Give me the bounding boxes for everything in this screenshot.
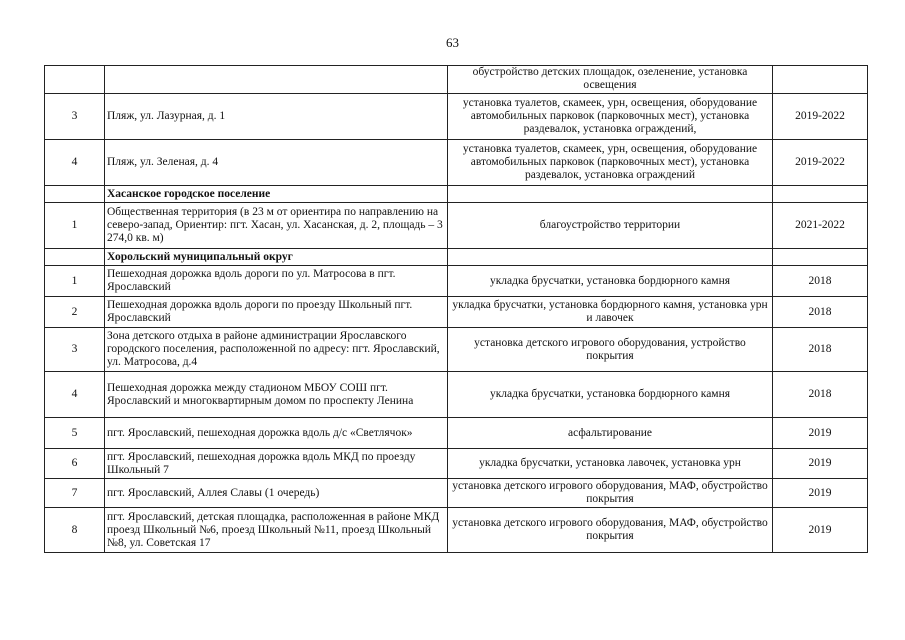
row-address	[105, 66, 448, 94]
row-address: пгт. Ярославский, пешеходная дорожка вдоль МКД по проезду Школьный 7	[105, 449, 448, 479]
row-address: Зона детского отдыха в районе администрации Ярославского городского поселения, расположенной по адресу: пгт. Ярославский, ул. Матросова, д.4	[105, 328, 448, 372]
row-number: 2	[45, 297, 105, 328]
section-row	[45, 249, 868, 266]
row-address: пгт. Ярославский, Аллея Славы (1 очередь)	[105, 479, 448, 508]
page-number: 63	[446, 35, 459, 50]
row-number: 4	[45, 372, 105, 418]
row-years: 2019	[773, 479, 868, 508]
row-number: 7	[45, 479, 105, 508]
row-years: 2018	[773, 266, 868, 297]
row-years	[773, 66, 868, 94]
row-address: пгт. Ярославский, детская площадка, расположенная в районе МКД проезд Школьный №6, проезд Школьный №11, проезд Школьный №8, ул. Советская 17	[105, 508, 448, 553]
section-empty-cell	[448, 186, 773, 203]
table-row	[45, 418, 868, 449]
section-empty-cell	[773, 249, 868, 266]
row-number: 3	[45, 328, 105, 372]
row-address: Пешеходная дорожка между стадионом МБОУ СОШ пгт. Ярославский и многоквартирным домом по проспекту Ленина	[105, 372, 448, 418]
row-number: 6	[45, 449, 105, 479]
row-years: 2018	[773, 372, 868, 418]
section-row	[45, 186, 868, 203]
table-row	[45, 140, 868, 186]
row-number	[45, 66, 105, 94]
row-years: 2019-2022	[773, 94, 868, 140]
row-works	[448, 66, 773, 94]
row-address: Пешеходная дорожка вдоль дороги по ул. Матросова в пгт. Ярославский	[105, 266, 448, 297]
row-works: укладка брусчатки, установка бордюрного камня	[448, 266, 773, 297]
row-works: установка туалетов, скамеек, урн, освещения, оборудование автомобильных парковок (парковочных мест), установка раздевалок, установка ограждений	[448, 140, 773, 186]
row-years: 2019	[773, 508, 868, 553]
row-years: 2019-2022	[773, 140, 868, 186]
table-row	[45, 479, 868, 508]
table-row	[45, 449, 868, 479]
row-years: 2018	[773, 328, 868, 372]
row-works: укладка брусчатки, установка бордюрного камня, установка урн и лавочек	[448, 297, 773, 328]
section-title: Хасанское городское поселение	[105, 186, 448, 203]
row-works: установка детского игрового оборудования, МАФ, обустройство покрытия	[448, 508, 773, 553]
row-address: Пляж, ул. Лазурная, д. 1	[105, 94, 448, 140]
row-works: установка детского игрового оборудования, МАФ, обустройство покрытия	[448, 479, 773, 508]
works-table	[44, 65, 868, 553]
table-row	[45, 328, 868, 372]
row-number: 8	[45, 508, 105, 553]
row-number: 1	[45, 266, 105, 297]
row-years: 2019	[773, 418, 868, 449]
section-empty-cell	[773, 186, 868, 203]
row-number: 5	[45, 418, 105, 449]
row-works: укладка брусчатки, установка бордюрного камня	[448, 372, 773, 418]
row-years: 2021-2022	[773, 203, 868, 249]
row-years: 2019	[773, 449, 868, 479]
row-works: асфальтирование	[448, 418, 773, 449]
row-years: 2018	[773, 297, 868, 328]
row-address: Общественная территория (в 23 м от ориентира по направлению на северо-запад, Ориентир: пгт. Хасан, ул. Хасанская, д. 2, площадь – 3 274,0 кв. м)	[105, 203, 448, 249]
row-address: Пешеходная дорожка вдоль дороги по проезду Школьный пгт. Ярославский	[105, 297, 448, 328]
table-row	[45, 266, 868, 297]
table-row	[45, 297, 868, 328]
table-row	[45, 203, 868, 249]
section-empty-cell	[448, 249, 773, 266]
row-works: благоустройство территории	[448, 203, 773, 249]
row-number: 1	[45, 203, 105, 249]
section-number-cell	[45, 249, 105, 266]
row-works: укладка брусчатки, установка лавочек, установка урн	[448, 449, 773, 479]
row-number: 3	[45, 94, 105, 140]
table-row	[45, 94, 868, 140]
row-address: Пляж, ул. Зеленая, д. 4	[105, 140, 448, 186]
row-works: установка детского игрового оборудования, устройство покрытия	[448, 328, 773, 372]
row-works: установка туалетов, скамеек, урн, освещения, оборудование автомобильных парковок (парковочных мест), установка раздевалок, установка ограждений,	[448, 94, 773, 140]
row-works-text: обустройство детских площадок, озеленение, установка освещения	[472, 66, 748, 91]
section-number-cell	[45, 186, 105, 203]
section-title: Хорольский муниципальный округ	[105, 249, 448, 266]
table-row	[45, 508, 868, 553]
table-row	[45, 372, 868, 418]
table-row	[45, 66, 868, 94]
row-address: пгт. Ярославский, пешеходная дорожка вдоль д/с «Светлячок»	[105, 418, 448, 449]
row-number: 4	[45, 140, 105, 186]
